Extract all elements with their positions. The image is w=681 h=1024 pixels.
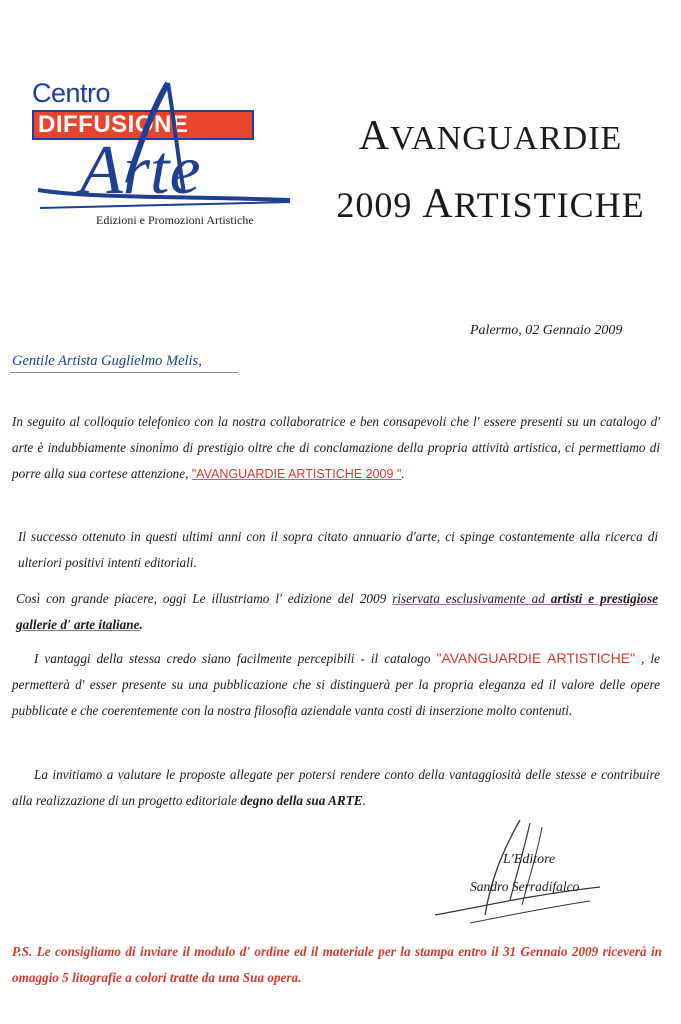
paragraph-4-rest: , le permetterà d' esser presente su una pubblicazione che si distinguerà per la propria eleganza ed il valore delle opere pubblicate e che coerentemente con la nostra filosofia aziendale vanta costi di inserzione molto contenuti. xyxy=(12,651,660,718)
paragraph-3-bold: artisti e prestigiose gallerie d' arte italiane xyxy=(16,591,658,632)
handwritten-signature-icon xyxy=(430,815,610,925)
paragraph-3-underlined: riservata esclusivamente ad xyxy=(392,591,551,606)
letter-date: Palermo, 02 Gennaio 2009 xyxy=(470,323,623,338)
title-line-2 xyxy=(318,180,663,228)
paragraph-1-end: . xyxy=(401,466,405,481)
signature-role: L'Editore xyxy=(503,852,556,867)
logo-arte-text: Arte xyxy=(80,132,201,209)
paragraph-5-text: La invitiamo a valutare le proposte allegate per potersi rendere conto della vantaggiosità delle stesse e contribuire alla realizzazione di un progetto editoriale xyxy=(12,767,660,808)
signature-name: Sandro Serradifalco xyxy=(470,879,580,894)
paragraph-1-text: In seguito al colloquio telefonico con la nostra collaboratrice e ben consapevoli che l' essere presenti su un catalogo d' arte è indubbiamente sinonimo di prestigio oltre che di conclamazione della propria attività artistica, ci permettiamo di porre alla sua cortese attenzione, xyxy=(12,414,660,481)
title-year: 2009 xyxy=(336,185,413,225)
paragraph-3-text: Così con grande piacere, oggi Le illustriamo l' edizione del 2009 xyxy=(16,591,393,606)
paragraph-4 xyxy=(12,645,660,724)
postscript: P.S. Le consigliamo di inviare il modulo d' ordine ed il materiale per la stampa entro il 31 Gennaio 2009 riceverà in omaggio 5 litografie a colori tratte da una Sua opera. xyxy=(12,944,662,985)
title-line2-rest: RTISTICHE xyxy=(453,185,645,225)
logo-diffusione-banner: DIFFUSIONE xyxy=(32,110,254,140)
paragraph-4-start: I vantaggi della stessa credo siano facilmente percepibili - il catalogo xyxy=(34,651,437,666)
paragraph-5-end: . xyxy=(362,793,366,808)
title-line1-rest: VANGUARDIE xyxy=(390,120,623,157)
title-line2-cap: A xyxy=(422,181,454,227)
logo-centro-text: Centro xyxy=(32,78,111,108)
greeting: Gentile Artista Guglielmo Melis, xyxy=(12,353,202,369)
title-line1-cap: A xyxy=(358,113,391,159)
catalog-highlight: "AVANGUARDIE ARTISTICHE 2009 " xyxy=(191,467,402,481)
title-line-1 xyxy=(318,112,663,160)
paragraph-5-bold: degno della sua ARTE xyxy=(240,793,363,808)
paragraph-3 xyxy=(16,586,658,638)
paragraph-5 xyxy=(12,762,660,814)
logo-subtitle: Edizioni e Promozioni Artistiche xyxy=(96,213,254,227)
greeting-underline xyxy=(10,372,238,373)
paragraph-1 xyxy=(12,409,660,487)
paragraph-2: Il successo ottenuto in questi ultimi anni con il sopra citato annuario d'arte, ci spinge costantemente alla ricerca di ulteriori positivi intenti editoriali. xyxy=(18,529,658,570)
company-logo xyxy=(28,78,298,228)
catalog-highlight-2: "AVANGUARDIE ARTISTICHE" xyxy=(436,650,636,666)
paragraph-3-end: . xyxy=(139,617,143,632)
